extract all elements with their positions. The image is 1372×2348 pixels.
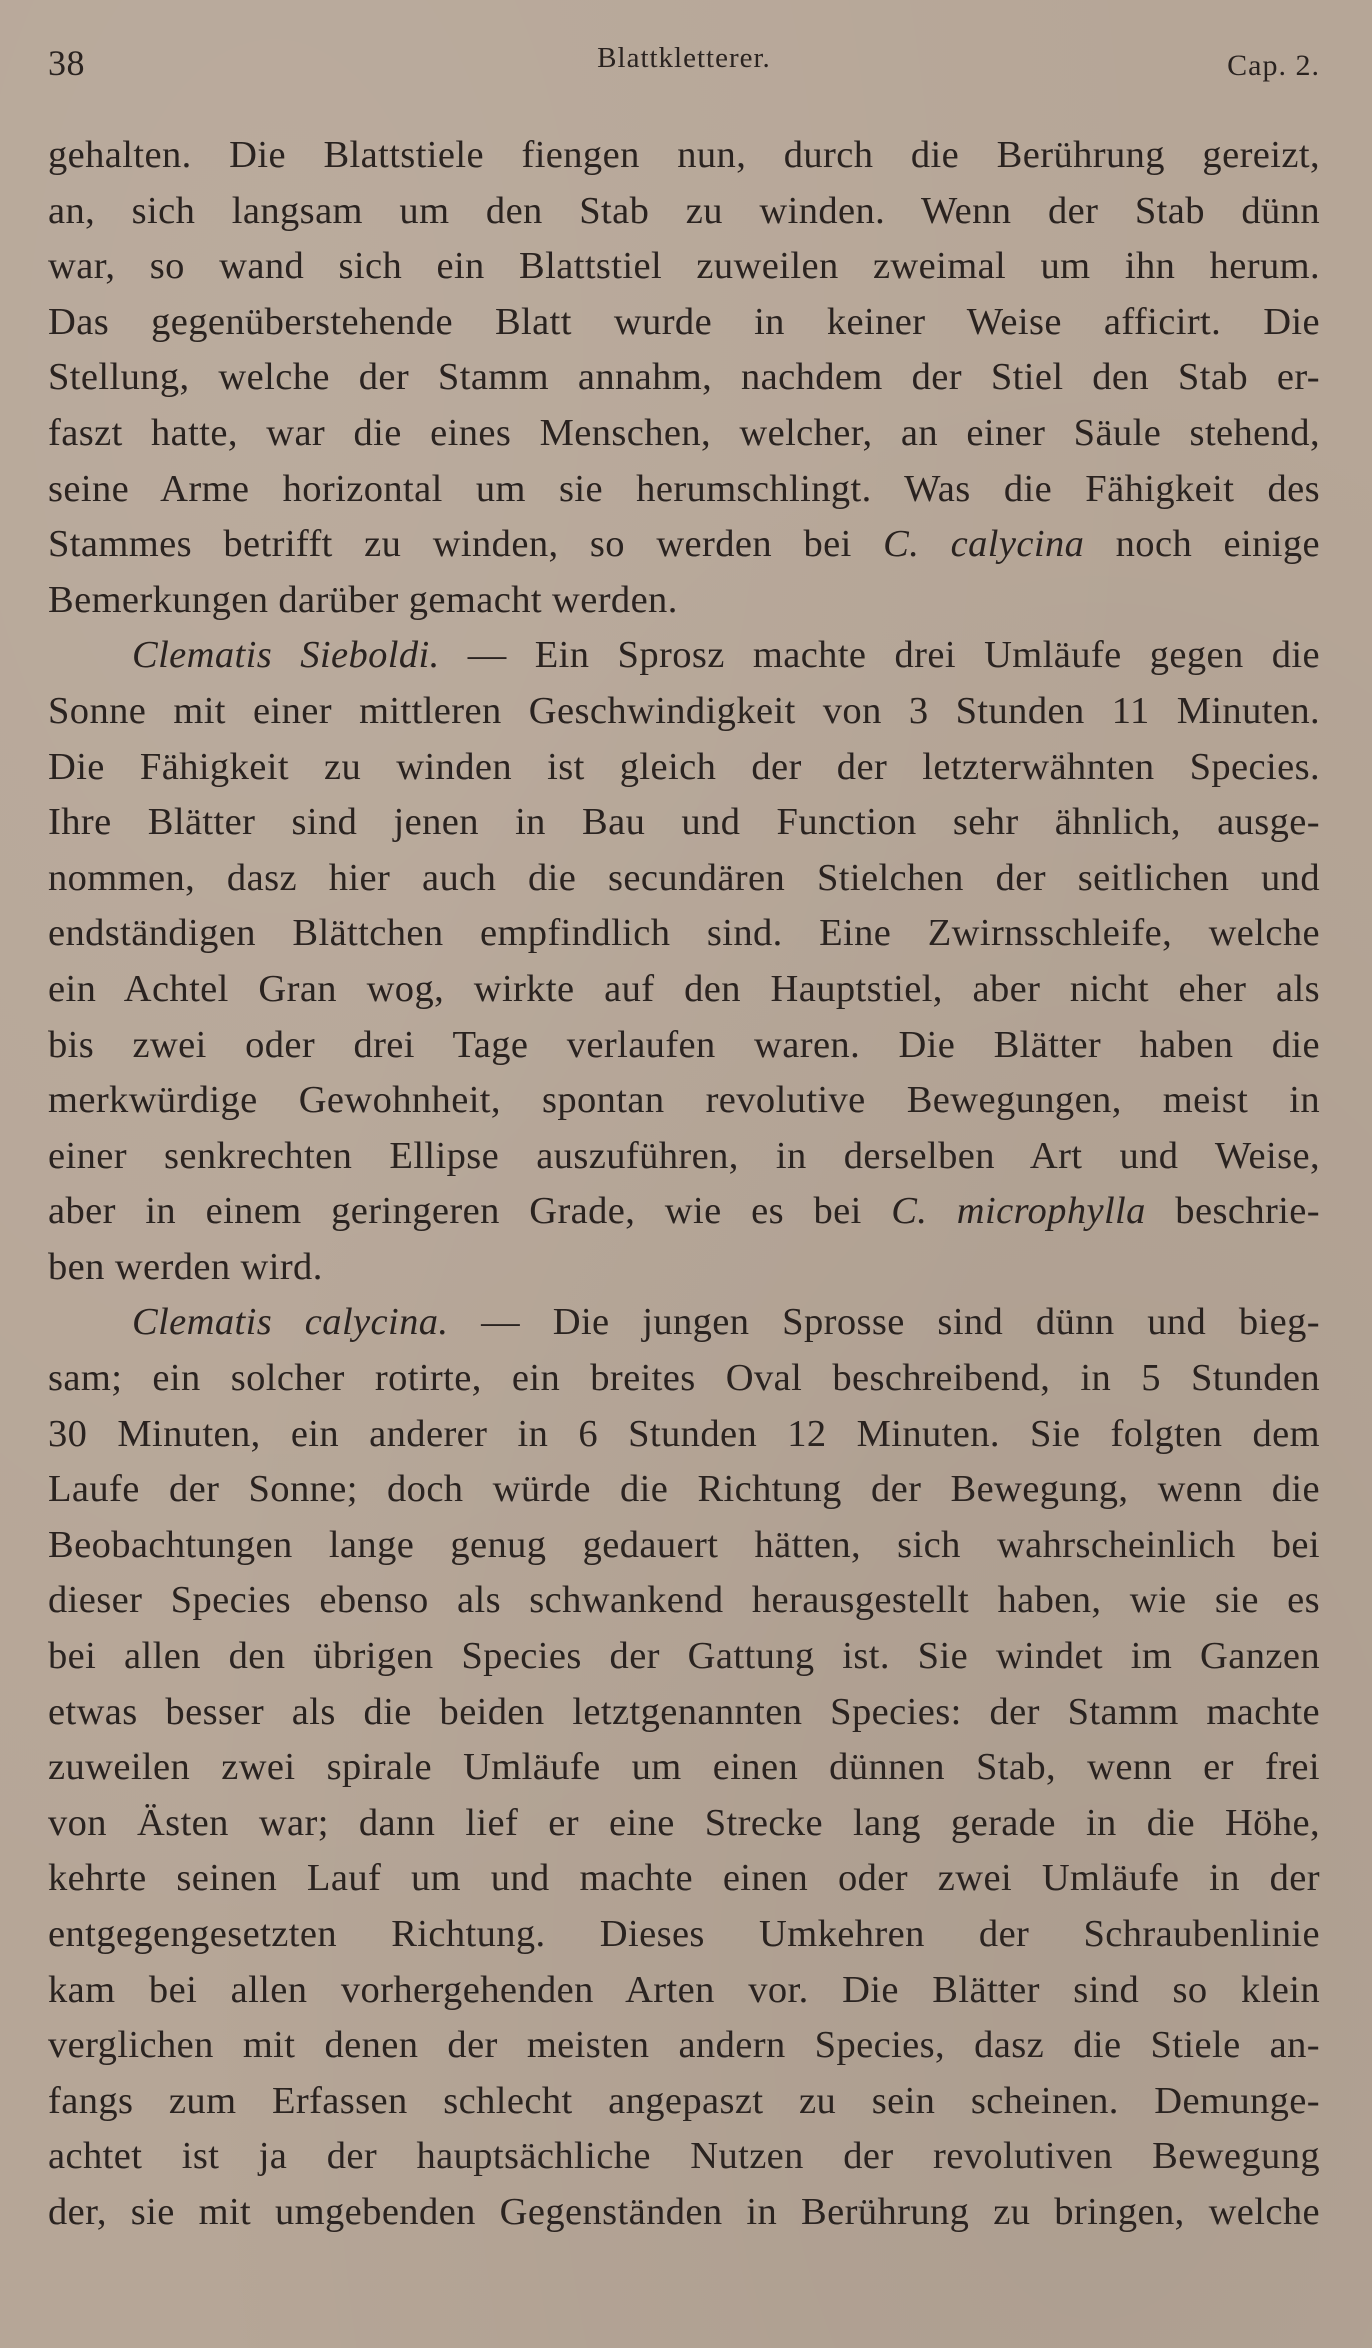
text-line: bis zwei oder drei Tage verlaufen waren. Die Blätter haben die (48, 1023, 1320, 1066)
text-line: Laufe der Sonne; doch würde die Richtung der Bewegung, wenn die (48, 1468, 1320, 1511)
text-segment: noch einige (1084, 523, 1320, 566)
text-line: entgegengesetzten Richtung. Dieses Umkehren der Schraubenlinie (48, 1913, 1320, 1955)
text-line: 30 Minuten, ein anderer in 6 Stunden 12 Minuten. Sie folgten dem (48, 1412, 1320, 1455)
text-line: von Ästen war; dann lief er eine Strecke lang gerade in die Höhe, (48, 1801, 1320, 1844)
text-segment: Stammes betrifft zu winden, so werden bei (48, 523, 884, 566)
italic-name: Clematis Sieboldi. (132, 634, 440, 677)
text-line: verglichen mit denen der meisten andern Species, dasz die Stiele an- (48, 2024, 1320, 2067)
chapter-label: Cap. 2. (1227, 49, 1320, 82)
text-line: kehrte seinen Lauf um und machte einen oder zwei Umläufe in der (48, 1857, 1320, 1900)
text-line: der, sie mit umgebenden Gegenständen in Berührung zu bringen, welche (48, 2190, 1320, 2233)
text-line: seine Arme horizontal um sie herumschlingt. Was die Fähigkeit des (48, 467, 1320, 510)
text-segment: beschrie- (1145, 1190, 1320, 1233)
text-segment: aber in einem geringeren Grade, wie es bei (48, 1190, 892, 1233)
text-line: faszt hatte, war die eines Menschen, welcher, an einer Säule stehend, (48, 411, 1320, 454)
text-line: sam; ein solcher rotirte, ein breites Oval beschreibend, in 5 Stunden (48, 1357, 1320, 1400)
text-line: war, so wand sich ein Blattstiel zuweilen zweimal um ihn herum. (48, 245, 1320, 288)
text-line: Sonne mit einer mittleren Geschwindigkeit von 3 Stunden 11 Minuten. (48, 689, 1320, 732)
text-line: kam bei allen vorhergehenden Arten vor. Die Blätter sind so klein (48, 1968, 1320, 2011)
text-segment: — Die jungen Sprosse sind dünn und bieg- (448, 1301, 1320, 1344)
text-line: achtet ist ja der hauptsächliche Nutzen der revolutiven Bewegung (48, 2135, 1320, 2178)
text-line: Ihre Blätter sind jenen in Bau und Function sehr ähnlich, ausge- (48, 801, 1320, 844)
text-line: zuweilen zwei spirale Umläufe um einen dünnen Stab, wenn er frei (48, 1746, 1320, 1789)
text-line: merkwürdige Gewohnheit, spontan revolutive Bewegungen, meist in (48, 1079, 1320, 1122)
text-line: Bemerkungen darüber gemacht werden. (48, 578, 678, 621)
text-line: nommen, dasz hier auch die secundären Stielchen der seitlichen und (48, 856, 1320, 899)
text-line: gehalten. Die Blattstiele fiengen nun, durch die Berührung gereizt, (48, 134, 1320, 176)
text-line: Beobachtungen lange genug gedauert hätten, sich wahrscheinlich bei (48, 1523, 1320, 1566)
italic-name: C. microphylla (891, 1190, 1146, 1233)
running-head (48, 42, 1320, 82)
text-line: ein Achtel Gran wog, wirkte auf den Hauptstiel, aber nicht eher als (48, 967, 1320, 1010)
running-title: Blattkletterer. (597, 42, 771, 74)
text-line: etwas besser als die beiden letztgenannten Species: der Stamm machte (48, 1690, 1320, 1733)
italic-name: Clematis calycina. (132, 1301, 449, 1344)
body-text (48, 128, 1320, 2241)
text-line (48, 1184, 1320, 1240)
text-line: endständigen Blättchen empfindlich sind. Eine Zwirnsschleife, welche (48, 912, 1320, 955)
text-line (48, 628, 1320, 684)
text-line: Das gegenüberstehende Blatt wurde in keiner Weise afficirt. Die (48, 300, 1320, 343)
text-segment: — Ein Sprosz machte drei Umläufe gegen die (439, 634, 1320, 677)
text-line: an, sich langsam um den Stab zu winden. Wenn der Stab dünn (48, 189, 1320, 232)
italic-name: C. calycina (883, 523, 1085, 566)
text-line: dieser Species ebenso als schwankend herausgestellt haben, wie sie es (48, 1579, 1320, 1622)
page-number: 38 (48, 43, 85, 83)
text-line: einer senkrechten Ellipse auszuführen, in derselben Art und Weise, (48, 1134, 1320, 1177)
text-line: ben werden wird. (48, 1245, 323, 1288)
text-line: Stellung, welche der Stamm annahm, nachdem der Stiel den Stab er- (48, 356, 1320, 399)
text-line: fangs zum Erfassen schlecht angepaszt zu sein scheinen. Demunge- (48, 2079, 1320, 2122)
text-line (48, 517, 1320, 573)
text-line: Die Fähigkeit zu winden ist gleich der der letzterwähnten Species. (48, 745, 1320, 788)
text-line (48, 1295, 1320, 1351)
text-line: bei allen den übrigen Species der Gattung ist. Sie windet im Ganzen (48, 1635, 1320, 1678)
